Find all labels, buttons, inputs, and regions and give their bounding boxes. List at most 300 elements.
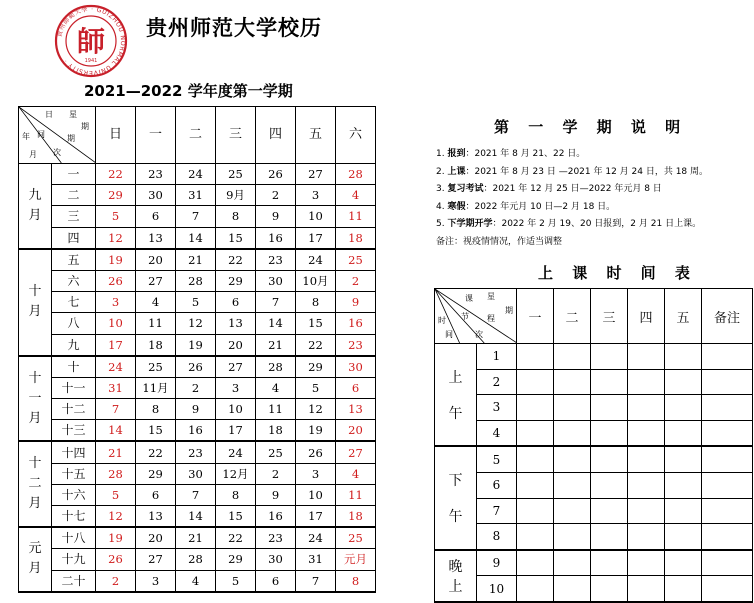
calendar-day: 22 [136,441,176,463]
calendar-day: 8 [136,399,176,420]
calendar-day: 7 [256,292,296,313]
schedule-diagonal-header [435,289,517,344]
week-number: 三 [52,206,96,227]
calendar-day: 28 [176,549,216,570]
schedule-cell [665,420,702,446]
calendar-day: 13 [336,399,376,420]
diag-label: 年 [22,132,30,141]
schedule-cell [517,472,554,498]
calendar-day: 17 [216,420,256,442]
calendar-day: 9 [336,292,376,313]
period-number: 6 [477,472,517,498]
schedule-day-header: 三 [591,289,628,344]
period-number: 1 [477,344,517,370]
calendar-day: 4 [336,463,376,484]
calendar-day: 10 [296,206,336,227]
note-text: ：2021 年 12 月 25 日—2022 年元月 8 日 [483,184,662,194]
calendar-day: 23 [336,334,376,356]
calendar-day: 12月 [216,463,256,484]
calendar-day: 22 [296,334,336,356]
schedule-cell [591,498,628,524]
schedule-cell [517,498,554,524]
calendar-week-row [19,270,376,291]
week-number: 七 [52,292,96,313]
note-text: ：2022 年元月 10 日—2 月 18 日。 [465,201,616,212]
calendar-week-row [19,527,376,549]
calendar-day: 3 [296,463,336,484]
note-label: 报到 [447,149,466,159]
schedule-cell [702,498,753,524]
schedule-cell [628,446,665,472]
calendar-day: 5 [96,206,136,227]
schedule-header-row [435,289,753,344]
svg-text:貴州師範大學 · GUIZHOU NORMAL UNIVER: 貴州師範大學 · GUIZHOU NORMAL UNIVERSITY · [56,5,127,77]
diag-label: 期 [67,134,75,143]
week-number: 十七 [52,506,96,528]
schedule-cell [628,344,665,370]
week-number: 八 [52,313,96,334]
week-number: 十三 [52,420,96,442]
diag-label: 课 [465,294,473,303]
calendar-day: 19 [176,334,216,356]
calendar-day: 18 [256,420,296,442]
note-label: 上课 [447,166,466,177]
period-number: 3 [477,395,517,421]
note-label: 寒假 [447,201,466,212]
schedule-cell [591,576,628,602]
week-number: 六 [52,270,96,291]
diag-label: 节 [461,312,469,321]
calendar-day: 7 [296,570,336,592]
calendar-week-row [19,420,376,442]
schedule-cell [665,446,702,472]
calendar-day: 21 [176,527,216,549]
calendar-day: 25 [256,441,296,463]
schedule-period-row [435,344,753,370]
calendar-week-row [19,441,376,463]
schedule-block-label: 上 午 [435,344,477,447]
calendar-day: 10月 [296,270,336,291]
calendar-day: 10 [96,313,136,334]
term-notes [436,146,708,251]
schedule-cell [591,395,628,421]
calendar-day: 30 [256,549,296,570]
schedule-cell [665,395,702,421]
schedule-cell [665,498,702,524]
schedule-cell [702,420,753,446]
calendar-day: 15 [296,313,336,334]
svg-text:1941: 1941 [84,58,98,64]
calendar-diagonal-header [19,107,96,164]
calendar-day: 3 [136,570,176,592]
note-number: 1. [436,149,448,159]
schedule-cell [702,395,753,421]
schedule-cell [665,369,702,395]
calendar-day: 23 [256,527,296,549]
week-number: 四 [52,227,96,249]
calendar-day: 18 [336,506,376,528]
calendar-day: 11 [336,206,376,227]
calendar-day: 2 [336,270,376,291]
weekday-header: 日 [96,107,136,164]
diag-label: 次 [53,148,61,157]
calendar-day: 21 [256,334,296,356]
period-number: 10 [477,576,517,602]
week-number: 二 [52,185,96,206]
schedule-cell [702,524,753,550]
calendar-day: 14 [256,313,296,334]
calendar-day: 9 [256,484,296,505]
calendar-day: 4 [176,570,216,592]
calendar-week-row [19,399,376,420]
week-number: 一 [52,164,96,185]
calendar-day: 24 [216,441,256,463]
calendar-day: 31 [96,377,136,398]
schedule-cell [517,524,554,550]
calendar-day: 27 [296,164,336,185]
month-label: 九 月 [19,164,52,249]
calendar-day: 31 [296,549,336,570]
schedule-period-row [435,576,753,602]
diag-label: 期 [505,306,513,315]
calendar-day: 7 [176,206,216,227]
schedule-cell [665,524,702,550]
calendar-day: 8 [336,570,376,592]
schedule-cell [628,498,665,524]
calendar-day: 11 [336,484,376,505]
schedule-cell [628,369,665,395]
note-number: 2. [436,166,448,177]
note-text: ：2021 年 8 月 23 日 —2021 年 12 月 24 日，共 18 周。 [465,166,709,177]
calendar-day: 18 [136,334,176,356]
schedule-cell [665,550,702,576]
calendar-week-row [19,227,376,249]
calendar-day: 2 [256,185,296,206]
calendar-day: 5 [216,570,256,592]
note-number: 4. [436,201,448,212]
calendar-day: 21 [176,249,216,271]
schedule-cell [554,344,591,370]
calendar-week-row [19,549,376,570]
schedule-cell [628,550,665,576]
schedule-cell [554,420,591,446]
schedule-period-row [435,524,753,550]
calendar-day: 6 [136,206,176,227]
month-label: 十 二 月 [19,441,52,527]
period-number: 8 [477,524,517,550]
weekday-header: 三 [216,107,256,164]
note-label: 下学期开学 [447,219,493,229]
weekday-header: 六 [336,107,376,164]
note-text: ：2021 年 8 月 21、22 日。 [465,149,586,159]
calendar-day: 30 [136,185,176,206]
calendar-week-row [19,506,376,528]
calendar-day: 14 [96,420,136,442]
calendar-week-row [19,206,376,227]
calendar-day: 22 [216,527,256,549]
calendar-day: 29 [136,463,176,484]
week-number: 十五 [52,463,96,484]
calendar-day: 2 [256,463,296,484]
calendar-day: 2 [176,377,216,398]
diag-label: 间 [37,130,45,139]
schedule-period-row [435,498,753,524]
calendar-day: 5 [296,377,336,398]
calendar-day: 27 [136,270,176,291]
diag-label: 日 [45,110,53,119]
calendar-day: 8 [216,206,256,227]
calendar-week-row [19,185,376,206]
schedule-cell [665,472,702,498]
calendar-day: 24 [176,164,216,185]
calendar-day: 16 [176,420,216,442]
calendar-day: 9 [176,399,216,420]
calendar-day: 9 [256,206,296,227]
schedule-cell [628,395,665,421]
calendar-day: 11月 [136,377,176,398]
calendar-day: 13 [136,227,176,249]
note-item [436,216,708,234]
calendar-week-row [19,313,376,334]
calendar-day: 3 [216,377,256,398]
schedule-cell [628,576,665,602]
schedule-cell [554,369,591,395]
diag-label: 次 [475,330,483,339]
svg-text:師: 師 [76,25,106,58]
calendar-week-row [19,484,376,505]
calendar-day: 16 [256,227,296,249]
calendar-day: 20 [136,527,176,549]
calendar-day: 20 [336,420,376,442]
calendar-day: 25 [336,527,376,549]
calendar-day: 24 [296,527,336,549]
note-item [436,181,708,199]
week-number: 十二 [52,399,96,420]
calendar-week-row [19,164,376,185]
calendar-day: 28 [256,356,296,378]
calendar-week-row [19,292,376,313]
calendar-day: 8 [296,292,336,313]
university-seal-icon [54,4,128,78]
calendar-day: 21 [96,441,136,463]
schedule-day-header: 五 [665,289,702,344]
calendar-day: 3 [96,292,136,313]
schedule-cell [665,344,702,370]
calendar-day: 30 [256,270,296,291]
schedule-cell [554,395,591,421]
calendar-day: 15 [136,420,176,442]
schedule-cell [702,550,753,576]
calendar-day: 26 [296,441,336,463]
calendar-week-row [19,356,376,378]
schedule-cell [591,420,628,446]
calendar-day: 26 [256,164,296,185]
term-title: 2021—2022 学年度第一学期 [84,82,293,100]
calendar-week-row [19,570,376,592]
diag-label: 期 [81,122,89,131]
schedule-period-row [435,395,753,421]
note-item [436,164,708,182]
diag-label: 程 [487,314,495,323]
calendar-day: 12 [296,399,336,420]
calendar-day: 23 [176,441,216,463]
calendar-day: 24 [96,356,136,378]
schedule-cell [591,472,628,498]
schedule-cell [554,498,591,524]
calendar-day: 20 [136,249,176,271]
calendar-day: 15 [216,506,256,528]
calendar-header-row [19,107,376,164]
note-item [436,146,708,164]
schedule-cell [554,576,591,602]
calendar-day: 14 [176,506,216,528]
calendar-day: 10 [216,399,256,420]
schedule-cell [665,576,702,602]
diag-label: 月 [29,150,37,159]
calendar-day: 29 [216,549,256,570]
calendar-day: 29 [296,356,336,378]
calendar-day: 12 [96,227,136,249]
week-number: 九 [52,334,96,356]
calendar-day: 5 [176,292,216,313]
month-label: 元 月 [19,527,52,592]
schedule-period-row [435,550,753,576]
calendar-day: 28 [336,164,376,185]
calendar-day: 12 [176,313,216,334]
month-label: 十 一 月 [19,356,52,442]
weekday-header: 五 [296,107,336,164]
class-schedule-table [434,288,753,603]
calendar-day: 29 [216,270,256,291]
calendar-day: 26 [96,549,136,570]
class-schedule-title: 上 课 时 间 表 [538,264,697,282]
week-number: 二十 [52,570,96,592]
period-number: 7 [477,498,517,524]
schedule-cell [554,524,591,550]
term-notes-title: 第 一 学 期 说 明 [494,118,688,136]
calendar-day: 6 [216,292,256,313]
calendar-day: 31 [176,185,216,206]
calendar-day: 14 [176,227,216,249]
schedule-day-header: 四 [628,289,665,344]
schedule-cell [591,344,628,370]
schedule-period-row [435,472,753,498]
diag-label: 星 [69,110,77,119]
calendar-day: 4 [136,292,176,313]
month-label: 十 月 [19,249,52,356]
calendar-day: 28 [176,270,216,291]
period-number: 4 [477,420,517,446]
schedule-cell [517,550,554,576]
week-number: 十一 [52,377,96,398]
calendar-day: 11 [136,313,176,334]
calendar-week-row [19,377,376,398]
schedule-cell [591,524,628,550]
calendar-day: 26 [96,270,136,291]
schedule-block-label: 晚 上 [435,550,477,602]
calendar-day: 10 [296,484,336,505]
calendar-day: 23 [256,249,296,271]
schedule-cell [517,369,554,395]
schedule-day-header: 备注 [702,289,753,344]
note-text: ：2022 年 2 月 19、20 日报到，2 月 21 日上课。 [492,219,702,229]
calendar-day: 25 [336,249,376,271]
academic-calendar-table [18,106,376,593]
calendar-day: 24 [296,249,336,271]
schedule-cell [702,576,753,602]
calendar-day: 4 [256,377,296,398]
calendar-day: 17 [296,506,336,528]
schedule-cell [591,369,628,395]
calendar-day: 18 [336,227,376,249]
calendar-day: 16 [336,313,376,334]
calendar-day: 19 [96,527,136,549]
calendar-day: 5 [96,484,136,505]
calendar-day: 13 [136,506,176,528]
weekday-header: 四 [256,107,296,164]
week-number: 十四 [52,441,96,463]
schedule-cell [517,446,554,472]
note-remark: 备注：视疫情情况，作适当调整 [436,236,563,247]
schedule-cell [628,524,665,550]
schedule-cell [517,576,554,602]
schedule-cell [591,446,628,472]
diag-label: 星 [487,292,495,301]
university-title: 贵州师范大学校历 [146,16,322,40]
period-number: 9 [477,550,517,576]
calendar-week-row [19,334,376,356]
schedule-day-header: 二 [554,289,591,344]
diag-label: 时 [438,316,446,325]
period-number: 2 [477,369,517,395]
calendar-day: 19 [296,420,336,442]
week-number: 五 [52,249,96,271]
schedule-cell [517,420,554,446]
note-number: 5. [436,219,448,229]
calendar-day: 26 [176,356,216,378]
calendar-day: 8 [216,484,256,505]
calendar-day: 17 [296,227,336,249]
schedule-cell [517,395,554,421]
calendar-day: 20 [216,334,256,356]
calendar-day: 28 [96,463,136,484]
calendar-day: 2 [96,570,136,592]
calendar-day: 27 [136,549,176,570]
calendar-day: 27 [336,441,376,463]
calendar-day: 13 [216,313,256,334]
calendar-day: 30 [176,463,216,484]
diag-label: 间 [445,330,453,339]
note-label: 复习考试 [447,184,484,194]
schedule-cell [628,420,665,446]
week-number: 十八 [52,527,96,549]
schedule-period-row [435,446,753,472]
calendar-day: 16 [256,506,296,528]
calendar-day: 元月 [336,549,376,570]
calendar-day: 7 [96,399,136,420]
schedule-cell [702,472,753,498]
calendar-day: 9月 [216,185,256,206]
schedule-cell [591,550,628,576]
calendar-day: 29 [96,185,136,206]
schedule-day-header: 一 [517,289,554,344]
calendar-day: 4 [336,185,376,206]
calendar-day: 27 [216,356,256,378]
week-number: 十六 [52,484,96,505]
weekday-header: 二 [176,107,216,164]
week-number: 十九 [52,549,96,570]
calendar-day: 22 [96,164,136,185]
